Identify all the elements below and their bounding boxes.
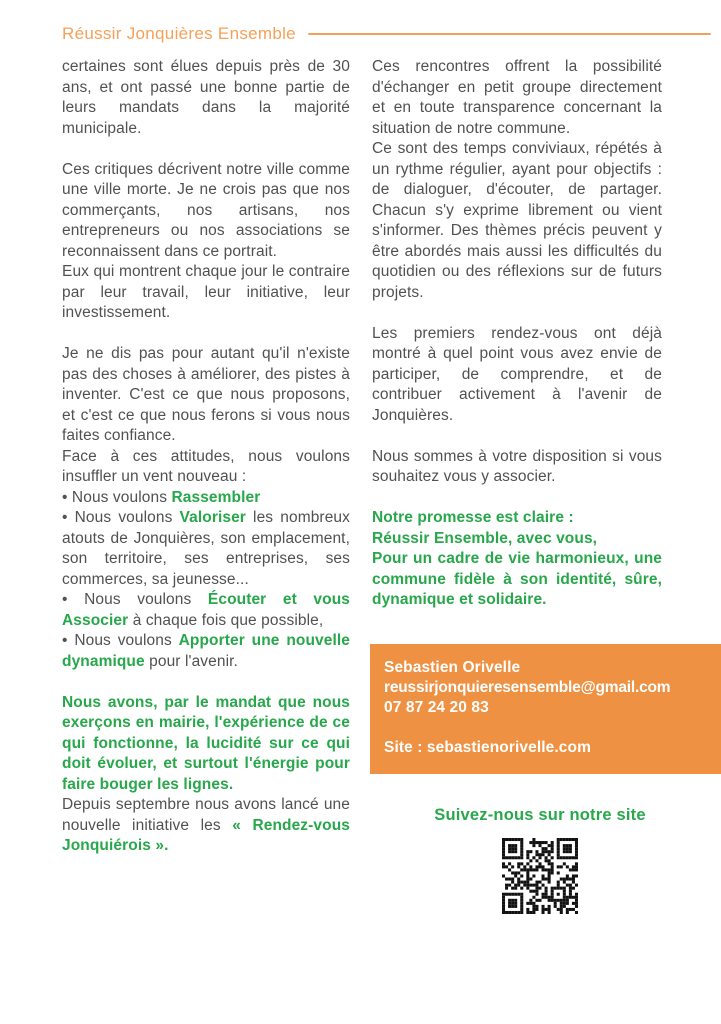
- paragraph: [62, 488, 350, 509]
- paragraph-spacer: [62, 324, 350, 345]
- paragraph: [62, 590, 350, 631]
- text-run: • Nous voulons: [62, 632, 179, 649]
- paragraph: [62, 693, 350, 796]
- highlighted-text: Apporter une nouvelle dynamique: [62, 632, 350, 670]
- text-run: Les premiers rendez-vous ont déjà montré à quel point vous avez envie de participer, de comprendre, et de contribuer activement à l'avenir de Jonquières.: [372, 324, 662, 424]
- paragraph: [372, 57, 662, 139]
- paragraph: [372, 324, 662, 427]
- left-column: [62, 57, 350, 914]
- text-run: Ces rencontres offrent la possibilité d'échanger en petit groupe directement et en toute transparence concernant la situation de notre commune.: [372, 58, 662, 137]
- paragraph: [62, 508, 350, 590]
- paragraph: [62, 160, 350, 263]
- highlighted-text: Valoriser: [179, 509, 246, 526]
- right-column: [372, 57, 671, 914]
- header-rule: [308, 33, 711, 35]
- contact-email: reussirjonquieresensemble@gmail.com: [384, 678, 671, 696]
- paragraph: [62, 344, 350, 447]
- highlighted-text: Écouter et vous Associer: [62, 591, 350, 629]
- paragraph-spacer: [372, 426, 662, 447]
- contact-phone: 07 87 24 20 83: [384, 698, 489, 716]
- paragraph: [372, 508, 662, 529]
- text-run: les nombreux atouts de Jonquières, son emplacement, son territoire, ses entreprises, ses commerces, sa jeunesse...: [62, 509, 350, 588]
- text-run: Ces critiques décrivent notre ville comme une ville morte. Je ne crois pas que nos commerçants, nos artisans, nos entrepreneurs ou nos associations se reconnaissent dans ce portrait.: [62, 160, 350, 260]
- qr-code-icon: [502, 838, 578, 914]
- paragraph: [62, 631, 350, 672]
- follow-heading: Suivez-nous sur notre site: [434, 805, 646, 824]
- paragraph-spacer: [62, 672, 350, 693]
- text-run: certaines sont élues depuis près de 30 ans, et ont passé une bonne partie de leurs mandats dans la majorité municipale.: [62, 58, 350, 137]
- paragraph: [372, 447, 662, 488]
- highlighted-text: « Rendez-vous Jonquiérois ».: [62, 816, 350, 854]
- page-title: Réussir Jonquières Ensemble: [62, 24, 296, 43]
- paragraph: [372, 139, 662, 303]
- text-run: Notre promesse est claire :: [372, 509, 574, 526]
- follow-section: [370, 805, 710, 915]
- text-run: à chaque fois que possible,: [128, 611, 324, 629]
- text-run: Ce sont des temps conviviaux, répétés à un rythme régulier, ayant pour objectifs : de dialoguer, d'écouter, de partager. Chacun s'y exprime librement ou vient s'informer. Des thèmes précis peuvent y être abordés mais aussi les difficultés du quotidien ou des réflexions sur de futurs projets.: [372, 140, 662, 301]
- paragraph: [372, 529, 662, 550]
- contact-website: Site : sebastienorivelle.com: [384, 738, 591, 756]
- contact-name: Sebastien Orivelle: [384, 658, 521, 676]
- text-run: • Nous voulons: [62, 488, 172, 506]
- text-run: Réussir Ensemble, avec vous,: [372, 529, 598, 547]
- text-run: Je ne dis pas pour autant qu'il n'existe pas des choses à améliorer, des pistes à inventer. C'est ce que nous proposons, et c'est ce que nous ferons si vous nous faites confiance.: [62, 345, 350, 444]
- paragraph: [62, 795, 350, 857]
- text-run: pour l'avenir.: [144, 652, 238, 670]
- paragraph-spacer: [62, 139, 350, 160]
- text-run: Face à ces attitudes, nous voulons insuffler un vent nouveau :: [62, 447, 350, 485]
- right-column-text: [372, 57, 662, 611]
- paragraph-spacer: [372, 488, 662, 509]
- text-run: Nous sommes à votre disposition si vous souhaitez vous y associer.: [372, 447, 662, 485]
- paragraph: [372, 549, 662, 611]
- text-run: • Nous voulons: [62, 509, 180, 526]
- text-run: Nous avons, par le mandat que nous exerçons en mairie, l'expérience de ce qui fonctionne, la lucidité sur ce qui doit évoluer, et surtout l'énergie pour faire bouger les lignes.: [62, 693, 350, 793]
- page-header: [0, 0, 721, 44]
- contact-box: [370, 644, 721, 774]
- paragraph: [62, 447, 350, 488]
- text-run: Pour un cadre de vie harmonieux, une commune fidèle à son identité, sûre, dynamique et solidaire.: [372, 550, 662, 608]
- highlighted-text: Rassembler: [171, 488, 261, 506]
- paragraph: [62, 262, 350, 324]
- paragraph-spacer: [372, 303, 662, 324]
- two-column-body: [0, 57, 721, 914]
- paragraph: [62, 57, 350, 139]
- text-run: • Nous voulons: [62, 591, 208, 608]
- text-run: Eux qui montrent chaque jour le contraire par leur travail, leur initiative, leur investissement.: [62, 263, 350, 321]
- text-run: Depuis septembre nous avons lancé une nouvelle initiative les: [62, 796, 350, 834]
